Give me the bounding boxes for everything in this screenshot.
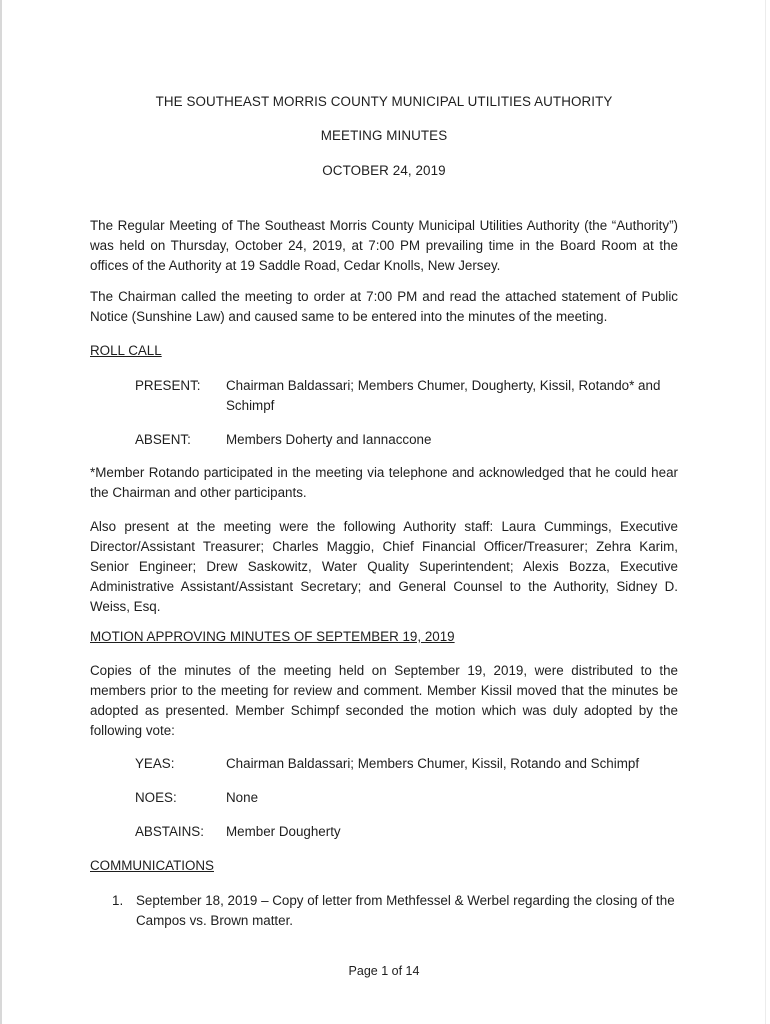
roll-call-heading: ROLL CALL	[90, 343, 162, 358]
meeting-date: OCTOBER 24, 2019	[322, 163, 446, 178]
scan-edge-left	[0, 0, 2, 1024]
page-number: Page 1 of 14	[348, 964, 420, 978]
communications-heading: COMMUNICATIONS	[90, 858, 214, 873]
absent-label: ABSENT:	[135, 432, 191, 447]
abstains-label: ABSTAINS:	[135, 824, 204, 839]
list-item-text: September 18, 2019 – Copy of letter from Methfessel & Werbel regarding the closing of the Campos vs. Brown matter.	[136, 893, 675, 928]
present-value: Chairman Baldassari; Members Chumer, Dougherty, Kissil, Rotando* and Schimpf	[226, 378, 661, 413]
telephone-note-paragraph: *Member Rotando participated in the meeting via telephone and acknowledged that he could hear the Chairman and other participants.	[90, 465, 678, 500]
list-item-number: 1.	[112, 893, 124, 908]
absent-value: Members Doherty and Iannaccone	[226, 432, 432, 447]
abstains-value: Member Dougherty	[226, 824, 341, 839]
yeas-label: YEAS:	[135, 756, 175, 771]
call-to-order-paragraph: The Chairman called the meeting to order at 7:00 PM and read the attached statement of Public Notice (Sunshine Law) and caused same to be entered into the minutes of the meeting.	[90, 289, 678, 324]
document-type: MEETING MINUTES	[320, 128, 448, 143]
noes-label: NOES:	[135, 790, 177, 805]
noes-value: None	[226, 790, 259, 805]
staff-present-paragraph: Also present at the meeting were the following Authority staff: Laura Cummings, Executive Director/Assistant Treasurer; Charles Maggio, Chief Financial Officer/Treasurer; Zehra Karim, Senior Engineer; Drew Saskowitz, Water Quality Superintendent; Alexis Bozza, Executive Administrative Assistant/Assistant Secretary; and General Counsel to the Authority, Sidney D. Weiss, Esq.	[90, 519, 678, 614]
minutes-motion-paragraph: Copies of the minutes of the meeting held on September 19, 2019, were distributed to the members prior to the meeting for review and comment. Member Kissil moved that the minutes be adopted as presented. Member Schimpf seconded the motion which was duly adopted by the following vote:	[90, 663, 678, 738]
present-label: PRESENT:	[135, 378, 201, 393]
minutes-motion-heading: MOTION APPROVING MINUTES OF SEPTEMBER 19, 2019	[90, 629, 455, 644]
intro-paragraph: The Regular Meeting of The Southeast Morris County Municipal Utilities Authority (the “Authority”) was held on Thursday, October 24, 2019, at 7:00 PM prevailing time in the Board Room at the offices of the Authority at 19 Saddle Road, Cedar Knolls, New Jersey.	[90, 218, 678, 273]
yeas-value: Chairman Baldassari; Members Chumer, Kissil, Rotando and Schimpf	[226, 756, 640, 771]
scan-edge-right	[765, 0, 766, 1024]
organization-title: THE SOUTHEAST MORRIS COUNTY MUNICIPAL UTILITIES AUTHORITY	[155, 94, 613, 109]
